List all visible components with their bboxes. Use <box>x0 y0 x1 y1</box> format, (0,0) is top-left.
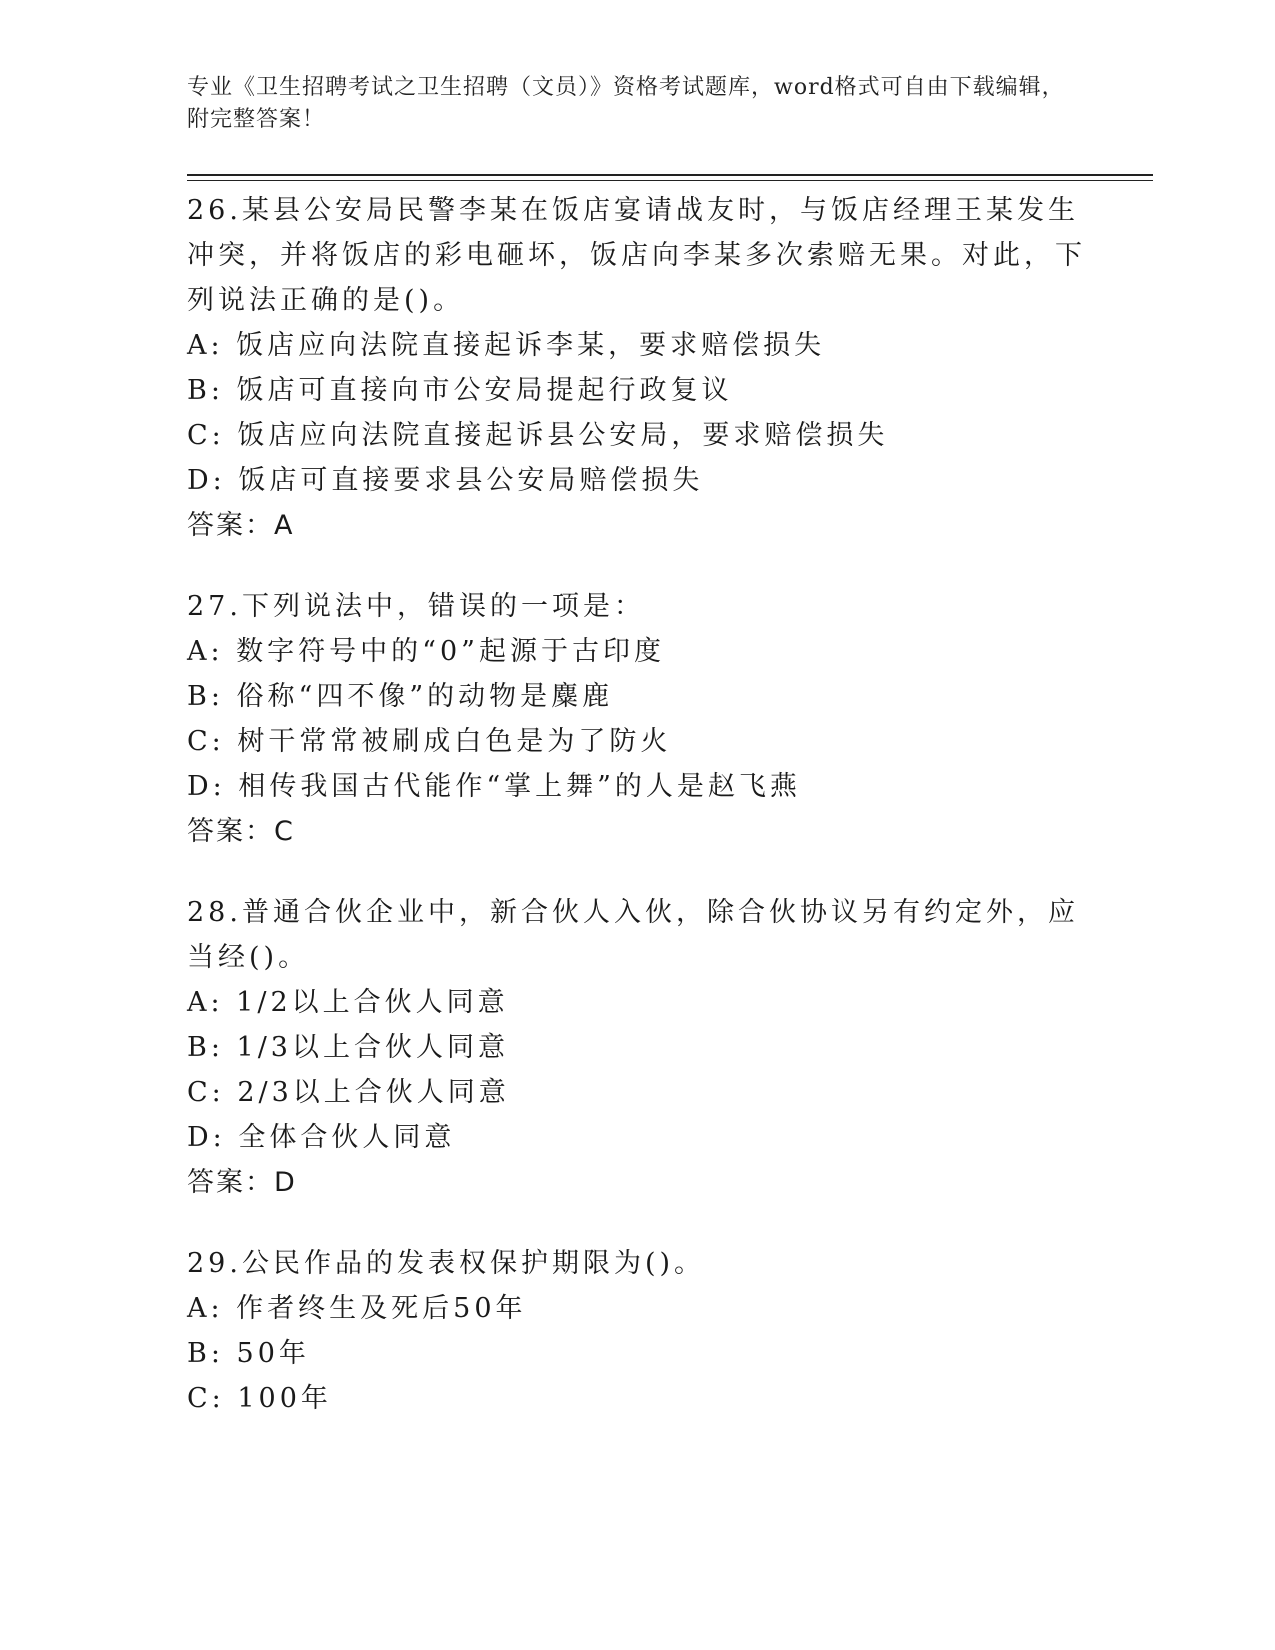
question-28 <box>187 890 1087 1205</box>
option-c: C: 树干常常被刷成白色是为了防火 <box>187 726 672 757</box>
question-stem: 28.普通合伙企业中，新合伙人入伙，除合伙协议另有约定外，应当经()。 <box>187 897 1079 973</box>
question-26 <box>187 188 1087 548</box>
question-29 <box>187 1241 1087 1421</box>
answer-line: 答案：A <box>187 510 295 541</box>
option-c: C: 2/3以上合伙人同意 <box>187 1077 510 1108</box>
option-a: A: 1/2以上合伙人同意 <box>187 987 509 1018</box>
header-divider-thin <box>187 180 1153 181</box>
option-c: C: 饭店应向法院直接起诉县公安局，要求赔偿损失 <box>187 420 889 451</box>
document-header: 专业《卫生招聘考试之卫生招聘（文员）》资格考试题库，word格式可自由下载编辑，附完整答案！ <box>187 75 1065 132</box>
option-c: C: 100年 <box>187 1383 332 1414</box>
question-stem: 27.下列说法中，错误的一项是： <box>187 591 645 622</box>
header-divider-thick <box>187 174 1153 176</box>
answer-line: 答案：C <box>187 816 295 847</box>
option-b: B: 俗称“四不像”的动物是麋鹿 <box>187 681 614 712</box>
option-b: B: 50年 <box>187 1338 310 1369</box>
answer-line: 答案：D <box>187 1167 297 1198</box>
question-list <box>187 188 1087 1457</box>
option-d: D: 全体合伙人同意 <box>187 1122 456 1153</box>
question-stem: 29.公民作品的发表权保护期限为()。 <box>187 1248 706 1279</box>
question-stem: 26.某县公安局民警李某在饭店宴请战友时，与饭店经理王某发生冲突，并将饭店的彩电砸坏，饭店向李某多次索赔无果。对此，下列说法正确的是()。 <box>187 195 1086 316</box>
option-b: B: 1/3以上合伙人同意 <box>187 1032 509 1063</box>
option-a: A: 饭店应向法院直接起诉李某，要求赔偿损失 <box>187 330 826 361</box>
option-a: A: 数字符号中的“0”起源于古印度 <box>187 636 665 667</box>
option-d: D: 饭店可直接要求县公安局赔偿损失 <box>187 465 704 496</box>
option-a: A: 作者终生及死后50年 <box>187 1293 527 1324</box>
option-d: D: 相传我国古代能作“掌上舞”的人是赵飞燕 <box>187 771 801 802</box>
question-27 <box>187 584 1087 854</box>
option-b: B: 饭店可直接向市公安局提起行政复议 <box>187 375 733 406</box>
